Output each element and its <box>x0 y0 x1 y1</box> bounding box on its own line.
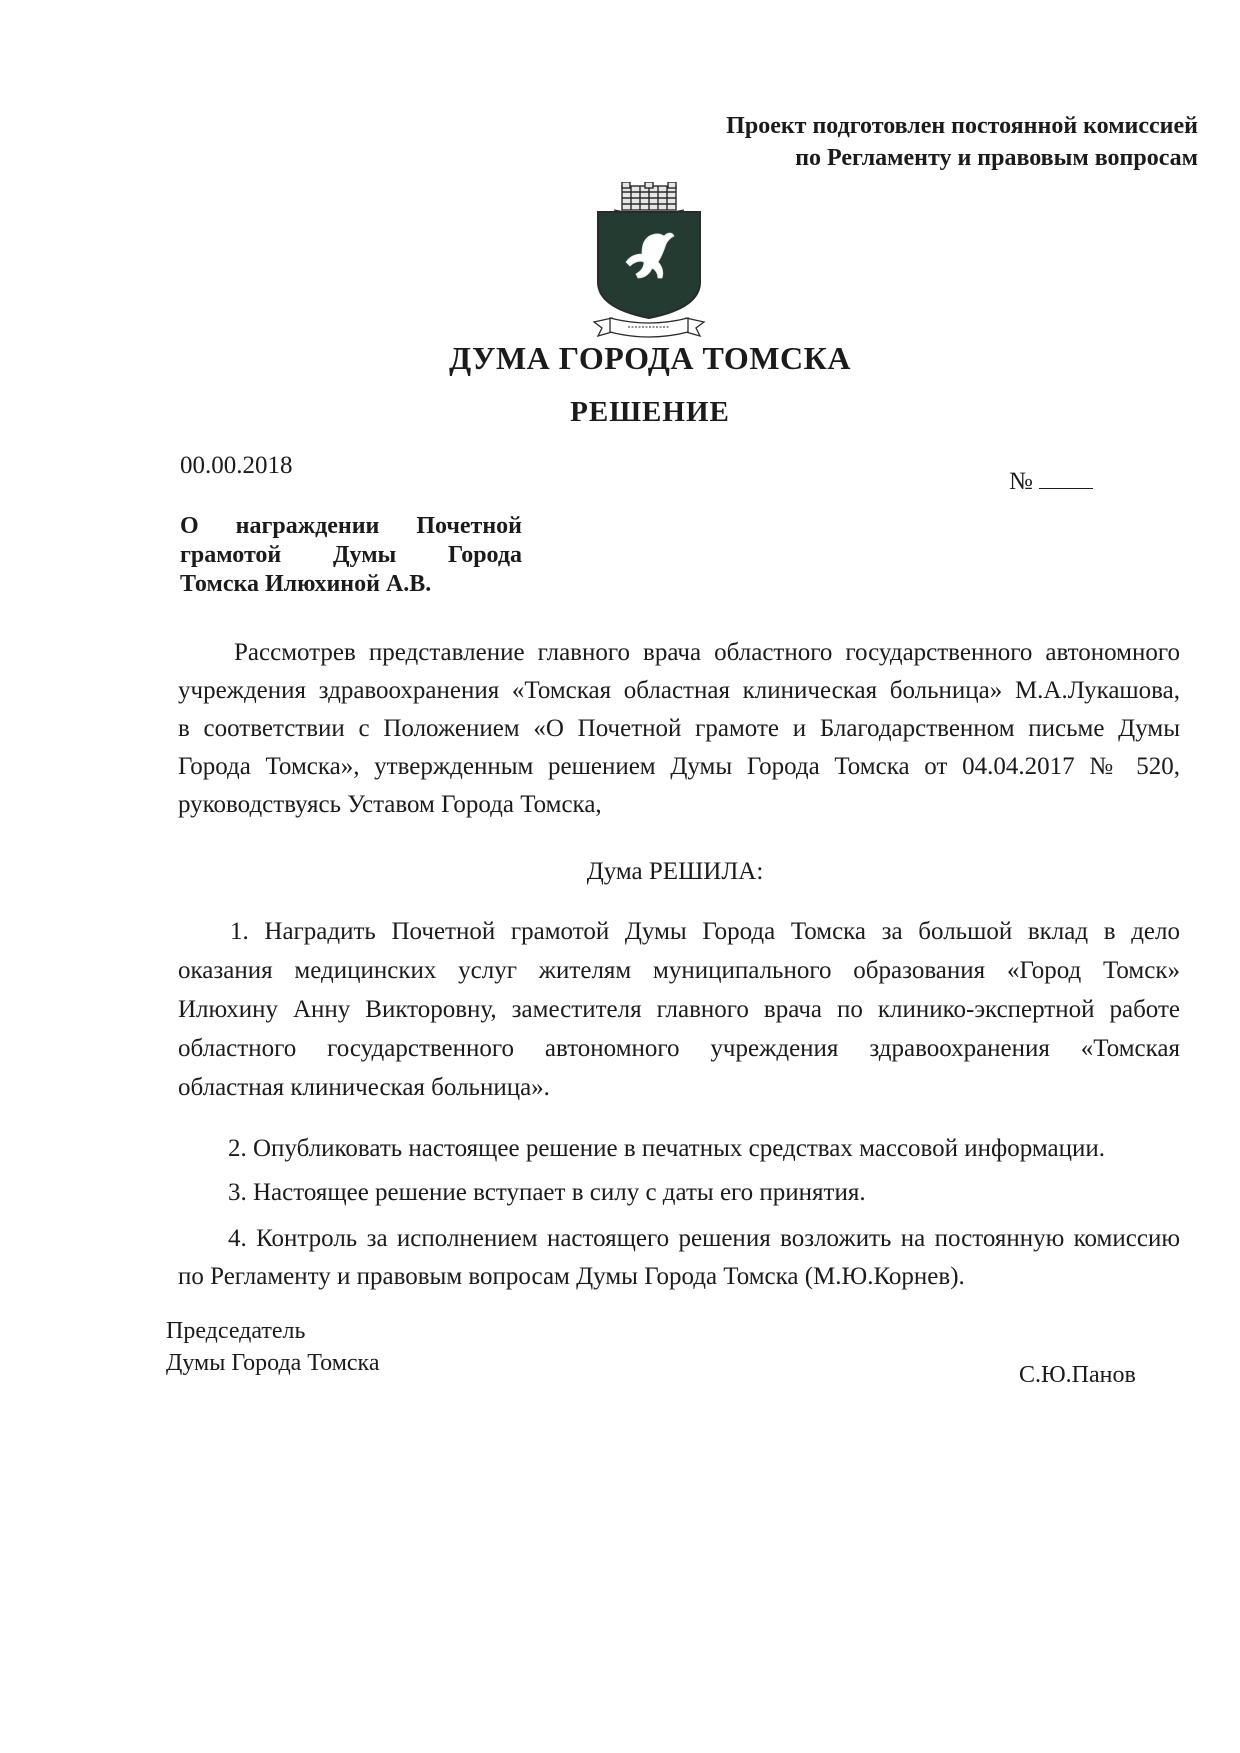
signatory-position-line2: Думы Города Томска <box>166 1350 380 1376</box>
item-3 <box>228 1174 1188 1212</box>
decision-subject <box>180 512 522 599</box>
subject-line1: О награждении Почетной <box>180 513 522 539</box>
item-1-line: Илюхину Анну Викторовну, заместителя главного врача по клинико-экспертной работе <box>178 996 1180 1023</box>
item-4 <box>178 1220 1180 1296</box>
subject-line2: грамотой Думы Города <box>180 542 522 568</box>
number-label: № <box>1009 468 1033 495</box>
item-2 <box>228 1130 1188 1168</box>
decision-date: 00.00.2018 <box>180 452 293 479</box>
item-4-line: 4. Контроль за исполнением настоящего решения возложить на постоянную комиссию <box>228 1225 1180 1252</box>
duma-title: ДУМА ГОРОДА ТОМСКА <box>449 340 851 376</box>
decision-number <box>1009 468 1093 496</box>
signatory-position <box>166 1315 380 1379</box>
resolve-heading: Дума РЕШИЛА: <box>586 858 764 885</box>
project-note-line1: Проект подготовлен постоянной комиссией <box>726 113 1198 139</box>
project-note-line2: по Регламенту и правовым вопросам <box>795 145 1198 171</box>
preamble-paragraph <box>178 634 1180 824</box>
signatory-position-line1: Председатель <box>166 1318 306 1344</box>
item-2-line: 2. Опубликовать настоящее решение в печатных средствах массовой информации. <box>228 1135 1105 1162</box>
preamble-line: Рассмотрев представление главного врача областного государственного автономного <box>234 639 1180 666</box>
preamble-line: руководствуясь Уставом Города Томска, <box>178 791 602 818</box>
preamble-line: Города Томска», утвержденным решением Думы Города Томска от 04.04.2017 № 520, <box>178 753 1180 780</box>
item-1-line: областного государственного автономного учреждения здравоохранения «Томская <box>178 1035 1180 1062</box>
signatory-name: С.Ю.Панов <box>1019 1362 1136 1388</box>
item-3-line: 3. Настоящее решение вступает в силу с даты его принятия. <box>228 1179 866 1206</box>
number-blank <box>1039 472 1093 489</box>
project-note <box>726 110 1198 174</box>
item-1-line: оказания медицинских услуг жителям муниципального образования «Город Томск» <box>178 957 1180 984</box>
item-4-line: по Регламенту и правовым вопросам Думы Города Томска (М.Ю.Корнев). <box>178 1263 965 1290</box>
item-1-line: 1. Наградить Почетной грамотой Думы Города Томска за большой вклад в дело <box>230 918 1180 945</box>
item-1-line: областная клиническая больница». <box>178 1074 550 1101</box>
preamble-line: учреждения здравоохранения «Томская областная клиническая больница» М.А.Лукашова, <box>178 677 1180 704</box>
decision-title: РЕШЕНИЕ <box>570 396 730 428</box>
item-1 <box>178 912 1180 1107</box>
preamble-line: в соответствии с Положением «О Почетной грамоте и Благодарственном письме Думы <box>178 715 1180 742</box>
subject-line3: Томска Илюхиной А.В. <box>180 571 432 597</box>
tomsk-coat-of-arms-icon <box>592 182 706 342</box>
